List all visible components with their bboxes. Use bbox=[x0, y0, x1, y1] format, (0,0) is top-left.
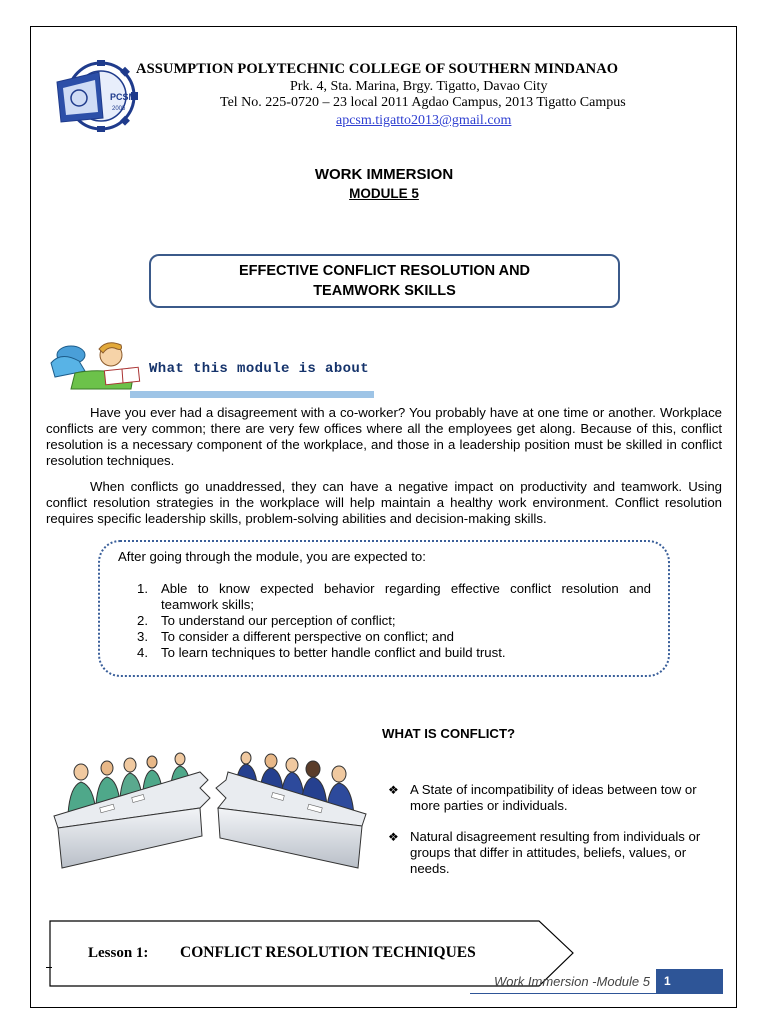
objective-item bbox=[137, 581, 651, 613]
module-title-line-1: EFFECTIVE CONFLICT RESOLUTION AND bbox=[238, 263, 531, 279]
svg-text:2005: 2005 bbox=[112, 106, 126, 112]
school-telephone: Tel No. 225-0720 – 23 local 2011 Agdao Campus, 2013 Tigatto Campus bbox=[220, 95, 626, 110]
objective-number: 1. bbox=[137, 581, 148, 596]
about-paragraph-2 bbox=[46, 479, 722, 527]
objective-item bbox=[137, 629, 651, 645]
footer-module-text: Work Immersion -Module 5 bbox=[493, 974, 650, 989]
conflict-bullet-text: A State of incompatibility of ideas between tow or more parties or individuals. bbox=[410, 782, 697, 813]
conflict-bullet bbox=[388, 829, 726, 877]
conflict-bullet bbox=[388, 782, 726, 814]
school-email-link[interactable]: apcsm.tigatto2013@gmail.com bbox=[336, 113, 512, 128]
objectives-intro: After going through the module, you are expected to: bbox=[118, 549, 426, 564]
document-title: WORK IMMERSION bbox=[314, 166, 454, 183]
school-address: Prk. 4, Sta. Marina, Brgy. Tigatto, Davao City bbox=[290, 79, 548, 94]
objective-number: 3. bbox=[137, 629, 148, 644]
lesson-title: CONFLICT RESOLUTION TECHNIQUES bbox=[180, 944, 476, 961]
diamond-bullet-icon: ❖ bbox=[388, 783, 399, 797]
objective-number: 2. bbox=[137, 613, 148, 628]
module-title-box bbox=[149, 254, 620, 308]
school-name: ASSUMPTION POLYTECHNIC COLLEGE OF SOUTHERN MINDANAO bbox=[136, 61, 619, 77]
diamond-bullet-icon: ❖ bbox=[388, 830, 399, 844]
footer-rule bbox=[470, 993, 723, 994]
about-paragraph-1 bbox=[46, 405, 722, 469]
page-number-badge: 1 bbox=[656, 969, 723, 993]
section-underline-bar bbox=[130, 391, 374, 398]
objective-item bbox=[137, 613, 651, 629]
college-logo bbox=[55, 60, 139, 132]
objective-text: To consider a different perspective on conflict; and bbox=[161, 629, 454, 644]
objective-text: To understand our perception of conflict; bbox=[161, 613, 396, 628]
footer-tick bbox=[46, 967, 52, 968]
about-paragraph-1-text: Have you ever had a disagreement with a co-worker? You probably have at one time or another. Workplace conflicts are very common; there are very few offices where all the employees get along. Because of this, conflict resolution is a necessary component of the workplace, and those in a leadership position must be skilled in conflict resolution techniques. bbox=[46, 405, 722, 468]
about-paragraph-2-text: When conflicts go unaddressed, they can have a negative impact on productivity and teamwork. Using conflict resolution strategies in the workplace will help maintain a healthy work environment. Conflict resolution requires specific leadership skills, problem-solving abilities and decision-making skills. bbox=[46, 479, 722, 526]
reading-child-clipart bbox=[45, 337, 149, 393]
svg-text:PCSM: PCSM bbox=[110, 92, 137, 102]
what-is-conflict-heading: WHAT IS CONFLICT? bbox=[382, 726, 516, 741]
objectives-list bbox=[137, 581, 651, 661]
objective-item bbox=[137, 645, 651, 661]
lesson-number-label: Lesson 1: bbox=[88, 945, 149, 961]
module-title-line-2: TEAMWORK SKILLS bbox=[313, 283, 456, 299]
objective-text: Able to know expected behavior regarding effective conflict resolution and teamwork skills; bbox=[161, 581, 651, 612]
objective-number: 4. bbox=[137, 645, 148, 660]
conflict-bullet-text: Natural disagreement resulting from individuals or groups that differ in attitudes, beliefs, values, or needs. bbox=[410, 829, 701, 876]
objective-text: To learn techniques to better handle conflict and build trust. bbox=[161, 645, 506, 660]
document-subtitle: MODULE 5 bbox=[349, 186, 419, 201]
split-meeting-table-illustration bbox=[50, 728, 370, 876]
about-heading: What this module is about bbox=[149, 361, 370, 377]
